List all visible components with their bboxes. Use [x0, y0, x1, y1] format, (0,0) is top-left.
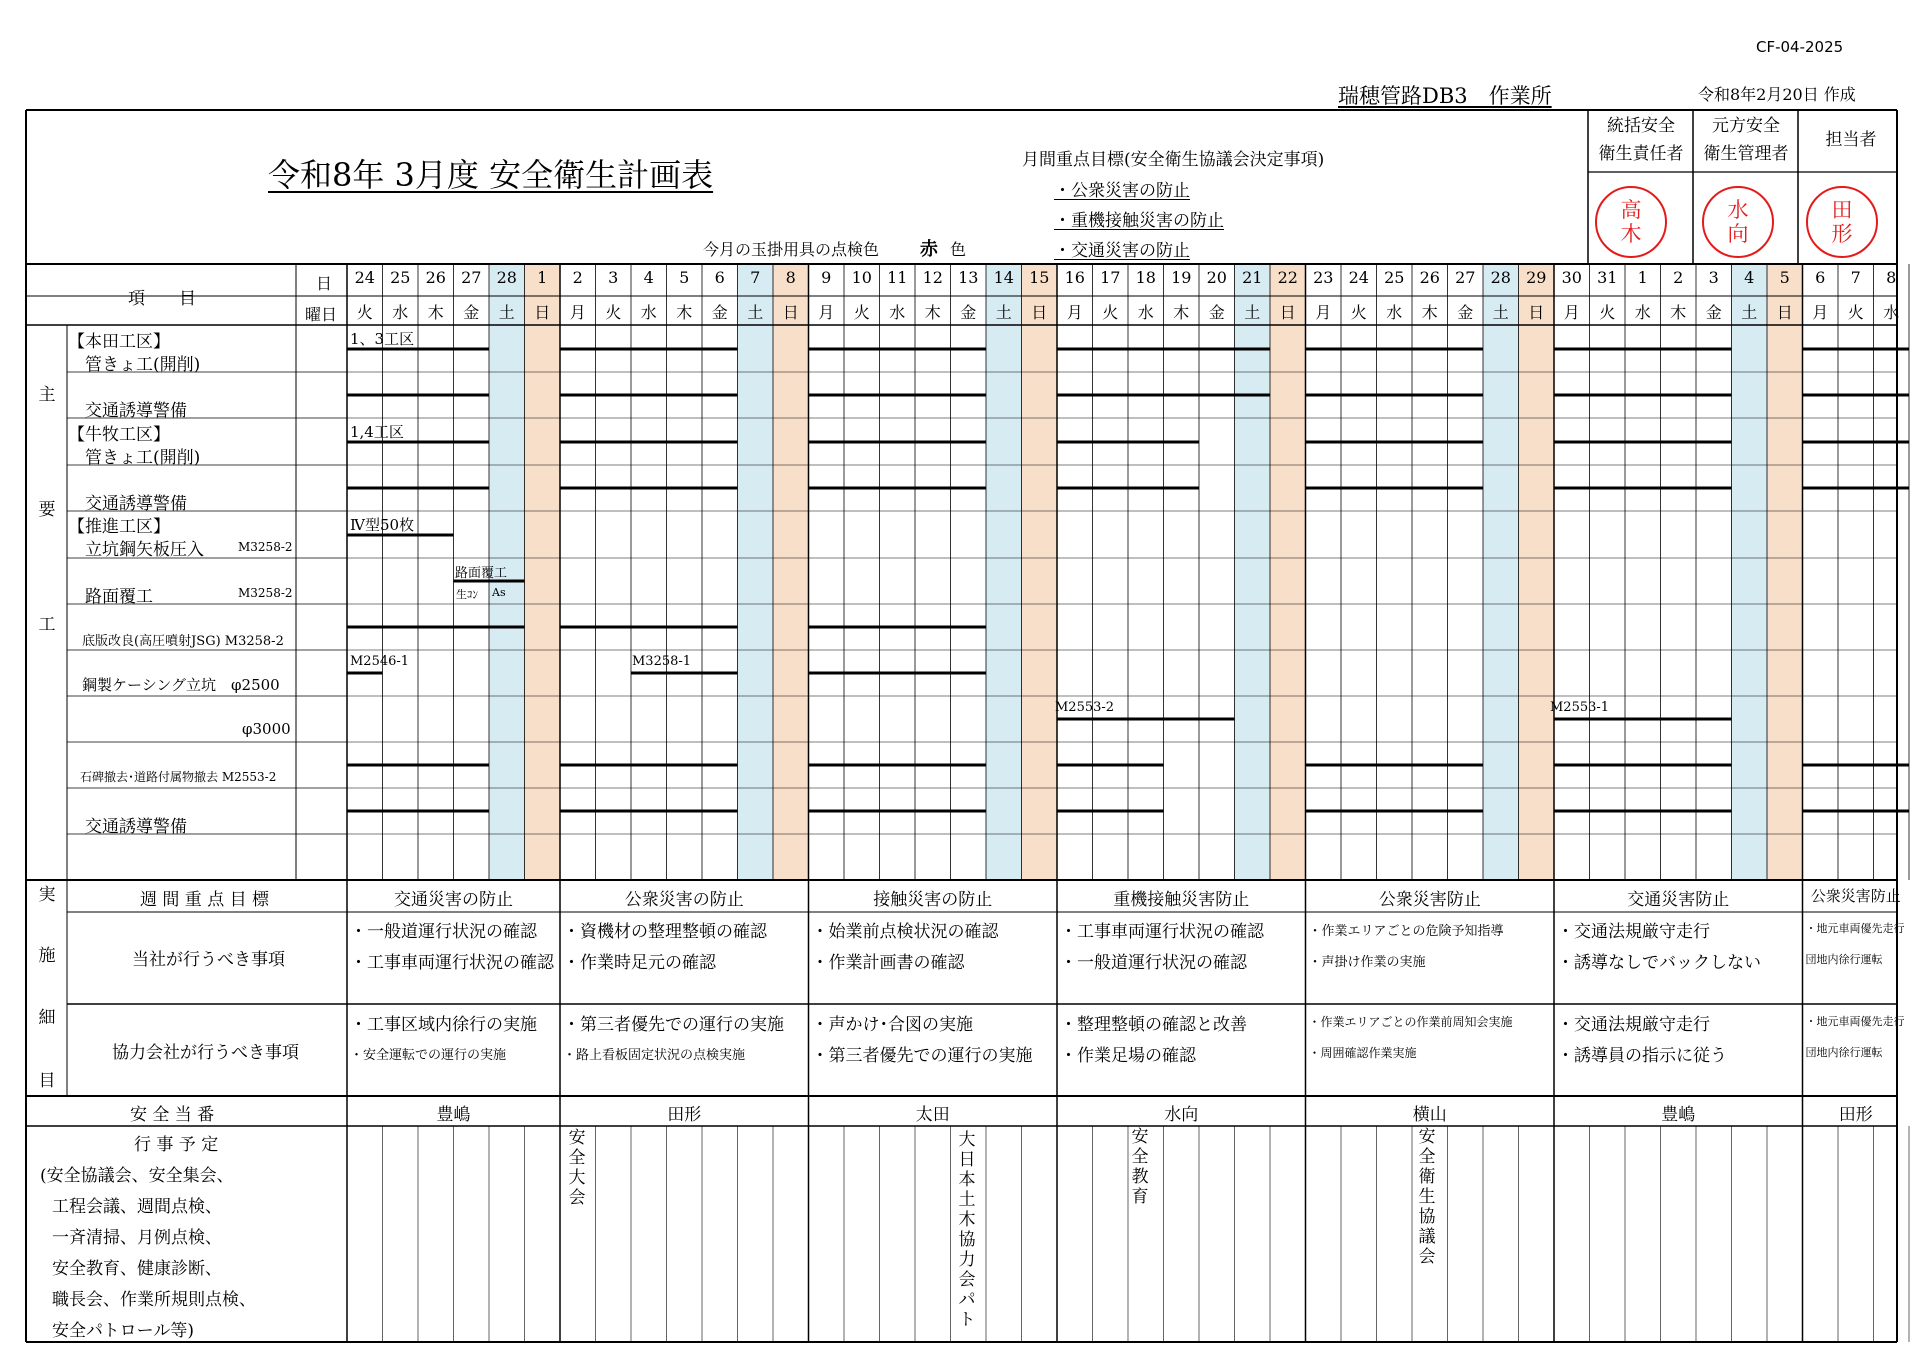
partner-duty-item: ・交通法規厳守走行: [1557, 1015, 1710, 1035]
calendar-weekday: 日: [1031, 303, 1048, 322]
schedule-bar: [1306, 394, 1484, 397]
schedule-bar: [347, 394, 489, 397]
calendar-date: 7: [750, 268, 761, 287]
partner-duty-item: ・安全運転での運行の実施: [350, 1048, 507, 1063]
calendar-weekday: 火: [1350, 303, 1367, 322]
seal-stamp: 高木: [1595, 186, 1667, 258]
calendar-date: 9: [821, 268, 832, 287]
calendar-weekday: 火: [1102, 303, 1119, 322]
goals-heading: 月間重点目標(安全衛生協議会決定事項): [1022, 150, 1325, 170]
partner-duty-item: ・地元車両優先走行: [1805, 1015, 1905, 1028]
calendar-weekday: 月: [1315, 303, 1332, 322]
calendar-weekday: 火: [356, 303, 373, 322]
schedule-bar: [1554, 394, 1732, 397]
schedule-bar: [560, 764, 738, 767]
calendar-date: 12: [922, 268, 943, 287]
schedule-bar: [1554, 718, 1732, 721]
schedule-annotation: 路面覆工: [455, 566, 508, 581]
calendar-weekday: 月: [818, 303, 835, 322]
schedule-annotation: 1,4工区: [350, 423, 404, 441]
own-duty-item: ・始業前点検状況の確認: [811, 922, 999, 942]
section-label-impl: 施: [38, 946, 56, 966]
safety-duty-person: 水向: [1164, 1105, 1199, 1125]
partner-duty-item: ・作業足場の確認: [1060, 1046, 1196, 1066]
column-header-item: 項 目: [128, 289, 196, 309]
calendar-weekday: 土: [747, 303, 764, 322]
own-duty-item: ・声掛け作業の実施: [1308, 955, 1426, 970]
schedule-bar: [1306, 441, 1484, 444]
calendar-weekday: 日: [1279, 303, 1296, 322]
work-item-label: 【牛牧工区】: [68, 425, 170, 445]
schedule-bar: [1306, 810, 1484, 813]
partner-duty-item: 団地内徐行運転: [1805, 1046, 1883, 1059]
schedule-annotation: M3258-1: [632, 654, 692, 669]
calendar-weekday: 金: [1457, 303, 1474, 322]
calendar-date: 27: [1455, 268, 1476, 287]
schedule-bar: [1057, 441, 1199, 444]
schedule-bar: [560, 348, 738, 351]
calendar-date: 21: [1242, 268, 1263, 287]
partner-duty-label: 協力会社が行うべき事項: [112, 1043, 299, 1063]
schedule-bar: [1057, 718, 1235, 721]
work-item-label: 路面覆工: [85, 587, 153, 607]
calendar-date: 3: [608, 268, 619, 287]
work-item-label: 管きょ工(開削): [85, 448, 201, 468]
weekly-goal: 接触災害の防止: [873, 890, 993, 910]
section-label-impl: 細: [38, 1008, 56, 1028]
approval-role: 元方安全 衛生管理者: [1703, 116, 1789, 164]
calendar-date: 8: [785, 268, 796, 287]
calendar-date: 31: [1597, 268, 1618, 287]
calendar-weekday: 木: [1670, 303, 1687, 322]
own-duty-item: ・工事車両運行状況の確認: [350, 953, 554, 973]
calendar-weekday: 月: [1563, 303, 1580, 322]
calendar-date: 25: [1384, 268, 1405, 287]
inspection-label: 今月の玉掛用具の点検色: [703, 240, 880, 259]
calendar-weekday: 月: [1812, 303, 1829, 322]
work-item-label: φ3000: [242, 720, 291, 738]
own-duty-item: ・資機材の整理整頓の確認: [563, 922, 767, 942]
calendar-weekday: 火: [1599, 303, 1616, 322]
calendar-weekday: 水: [1137, 303, 1154, 322]
calendar-weekday: 木: [676, 303, 693, 322]
partner-duty-item: ・作業エリアごとの作業前周知会実施: [1308, 1015, 1513, 1029]
goal-item: ・重機接触災害の防止: [1054, 211, 1224, 231]
calendar-date: 4: [643, 268, 654, 287]
schedule-bar: [809, 394, 987, 397]
calendar-date: 2: [1673, 268, 1684, 287]
section-label-impl: 目: [38, 1071, 56, 1091]
calendar-date: 20: [1206, 268, 1227, 287]
partner-duty-item: ・周囲確認作業実施: [1308, 1046, 1417, 1060]
schedule-bar: [809, 764, 987, 767]
calendar-date: 15: [1029, 268, 1050, 287]
own-duty-item: ・作業時足元の確認: [563, 953, 716, 973]
seal-stamp: 水向: [1702, 186, 1774, 258]
work-item-label: 交通誘導警備: [85, 817, 187, 837]
schedule-bar: [1057, 348, 1270, 351]
schedule-bar: [809, 810, 987, 813]
calendar-date: 22: [1277, 268, 1298, 287]
safety-duty-label: 安 全 当 番: [130, 1105, 215, 1125]
schedule-bar: [560, 626, 738, 629]
calendar-weekday: 金: [711, 303, 728, 322]
partner-duty-item: ・声かけ･合図の実施: [811, 1015, 973, 1035]
schedule-bar: [1803, 764, 1910, 767]
partner-duty-item: ・誘導員の指示に従う: [1557, 1046, 1727, 1066]
calendar-date: 25: [390, 268, 411, 287]
calendar-date: 5: [1779, 268, 1790, 287]
calendar-date: 7: [1850, 268, 1861, 287]
partner-duty-item: ・路上看板固定状況の点検実施: [563, 1048, 746, 1063]
schedule-annotation: Ⅳ型50枚: [350, 516, 415, 534]
events-note: 安全パトロール等): [52, 1321, 194, 1341]
office-name: 瑞穂管路DB3 作業所: [1338, 84, 1552, 108]
document-code: CF-04-2025: [1756, 38, 1844, 56]
schedule-annotation: As: [492, 586, 506, 599]
schedule-bar: [1554, 441, 1732, 444]
schedule-bar: [560, 394, 738, 397]
approval-role: 統括安全 衛生責任者: [1598, 116, 1684, 164]
calendar-weekday: 日: [1528, 303, 1545, 322]
calendar-weekday: 火: [853, 303, 870, 322]
calendar-weekday: 日: [534, 303, 551, 322]
weekly-goal-label: 週 間 重 点 目 標: [140, 890, 270, 910]
calendar-weekday: 金: [463, 303, 480, 322]
own-duty-item: ・作業計画書の確認: [811, 953, 965, 973]
schedule-bar: [347, 764, 489, 767]
calendar-weekday: 土: [1741, 303, 1758, 322]
calendar-date: 23: [1313, 268, 1334, 287]
calendar-date: 3: [1708, 268, 1719, 287]
work-item-label: 鋼製ケーシング立坑 φ2500: [82, 676, 280, 694]
schedule-bar: [347, 626, 525, 629]
calendar-weekday: 水: [1386, 303, 1403, 322]
events-note: (安全協議会、安全集会、: [40, 1166, 234, 1186]
schedule-bar: [1554, 487, 1732, 490]
work-item-label: 立坑鋼矢板圧入: [85, 540, 204, 560]
schedule-bar: [809, 487, 987, 490]
calendar-weekday: 土: [498, 303, 515, 322]
safety-duty-person: 横山: [1412, 1105, 1447, 1125]
event-entry: 安全大会: [568, 1128, 586, 1208]
own-duty-item: ・誘導なしでバックしない: [1557, 953, 1761, 973]
schedule-bar: [809, 626, 987, 629]
schedule-bar: [809, 441, 987, 444]
schedule-bar: [1306, 487, 1484, 490]
calendar-date: 1: [537, 268, 548, 287]
calendar-date: 2: [572, 268, 583, 287]
events-label: 行 事 予 定: [134, 1135, 219, 1155]
safety-duty-person: 豊嶋: [1661, 1105, 1696, 1125]
own-duty-item: ・作業エリアごとの危険予知指導: [1308, 924, 1504, 939]
schedule-annotation: M2546-1: [350, 654, 410, 669]
event-entry: 大日本土木協力会パト: [958, 1130, 976, 1330]
calendar-date: 17: [1100, 268, 1121, 287]
schedule-bar: [1057, 810, 1164, 813]
schedule-bar: [1057, 487, 1199, 490]
section-label-main: 要: [38, 500, 56, 520]
calendar-weekday: 日: [1776, 303, 1793, 322]
inspection-suffix: 色: [950, 240, 967, 259]
own-duty-item: 団地内徐行運転: [1805, 953, 1883, 966]
calendar-date: 30: [1561, 268, 1582, 287]
work-item-label: 管きょ工(開削): [85, 355, 201, 375]
schedule-annotation: M2553-2: [1055, 700, 1115, 715]
safety-duty-person: 田形: [667, 1105, 702, 1125]
calendar-weekday: 土: [995, 303, 1012, 322]
calendar-weekday: 金: [1705, 303, 1722, 322]
work-item-label: 交通誘導警備: [85, 401, 187, 421]
events-note: 安全教育、健康診断、: [52, 1259, 222, 1279]
schedule-annotation: M2553-1: [1550, 700, 1610, 715]
calendar-date: 27: [461, 268, 482, 287]
weekly-goal: 交通災害の防止: [394, 890, 513, 910]
schedule-annotation: 1、3工区: [350, 330, 415, 348]
schedule-bar: [560, 441, 738, 444]
calendar-date: 28: [496, 268, 517, 287]
calendar-weekday: 土: [1492, 303, 1509, 322]
calendar-date: 26: [1419, 268, 1440, 287]
calendar-date: 6: [714, 268, 725, 287]
schedule-bar: [1803, 441, 1910, 444]
work-item-label: 【本田工区】: [68, 332, 170, 352]
partner-duty-item: ・整理整頓の確認と改善: [1060, 1015, 1247, 1035]
schedule-bar: [347, 810, 489, 813]
schedule-bar: [1803, 394, 1910, 397]
schedule-bar: [1306, 764, 1484, 767]
calendar-date: 24: [354, 268, 375, 287]
column-header-weekday: 曜日: [305, 305, 338, 324]
calendar-date: 28: [1490, 268, 1511, 287]
calendar-weekday: 水: [1634, 303, 1651, 322]
calendar-weekday: 火: [1847, 303, 1864, 322]
inspection-color: 赤: [920, 239, 938, 260]
calendar-date: 8: [1886, 268, 1897, 287]
calendar-weekday: 水: [889, 303, 906, 322]
weekly-goal: 公衆災害の防止: [624, 890, 744, 910]
calendar-date: 14: [993, 268, 1014, 287]
weekly-goal: 公衆災害防止: [1810, 887, 1901, 905]
column-header-date: 日: [316, 274, 333, 293]
calendar-weekday: 火: [605, 303, 622, 322]
work-item-label: 石碑撤去･道路付属物撤去 M2553-2: [80, 770, 277, 784]
calendar-date: 29: [1526, 268, 1547, 287]
calendar-date: 16: [1064, 268, 1085, 287]
schedule-bar: [1554, 810, 1732, 813]
own-duty-item: ・工事車両運行状況の確認: [1060, 922, 1264, 942]
own-duty-item: ・地元車両優先走行: [1805, 922, 1905, 935]
calendar-date: 24: [1348, 268, 1369, 287]
schedule-bar: [1057, 394, 1270, 397]
goal-item: ・交通災害の防止: [1054, 241, 1190, 261]
work-item-label: 交通誘導警備: [85, 494, 187, 514]
schedule-bar: [1057, 764, 1164, 767]
schedule-bar: [1554, 764, 1732, 767]
calendar-weekday: 木: [427, 303, 444, 322]
section-label-main: 主: [38, 385, 56, 405]
schedule-bar: [1803, 348, 1910, 351]
weekly-goal: 交通災害防止: [1627, 890, 1730, 910]
work-item-label: 底版改良(高圧噴射JSG) M3258-2: [82, 634, 284, 649]
calendar-weekday: 月: [569, 303, 586, 322]
calendar-weekday: 水: [640, 303, 657, 322]
calendar-date: 4: [1744, 268, 1755, 287]
schedule-bar: [1306, 348, 1484, 351]
calendar-date: 10: [851, 268, 872, 287]
calendar-weekday: 水: [1883, 303, 1900, 322]
event-entry: 安全衛生協議会: [1418, 1127, 1436, 1267]
calendar-weekday: 木: [1173, 303, 1190, 322]
own-duty-item: ・一般道運行状況の確認: [1060, 953, 1247, 973]
schedule-bar: [560, 810, 738, 813]
work-item-code: M3258-2: [238, 586, 293, 600]
section-label-main: 工: [38, 615, 56, 635]
events-note: 工程会議、週間点検、: [52, 1197, 222, 1217]
own-duty-item: ・一般道運行状況の確認: [350, 922, 537, 942]
schedule-bar: [347, 487, 489, 490]
calendar-date: 18: [1135, 268, 1156, 287]
safety-duty-person: 豊嶋: [436, 1105, 471, 1125]
calendar-weekday: 木: [1421, 303, 1438, 322]
own-duty-item: ・交通法規厳守走行: [1557, 922, 1710, 942]
seal-stamp: 田形: [1806, 186, 1878, 258]
calendar-date: 6: [1815, 268, 1826, 287]
safety-duty-person: 田形: [1838, 1105, 1873, 1125]
calendar-date: 13: [958, 268, 979, 287]
schedule-annotation: 生ｺﾝ: [456, 588, 478, 601]
partner-duty-item: ・工事区域内徐行の実施: [350, 1015, 537, 1035]
safety-duty-person: 太田: [915, 1105, 950, 1125]
events-note: 職長会、作業所規則点検、: [52, 1290, 256, 1310]
schedule-bar: [560, 487, 738, 490]
calendar-date: 19: [1171, 268, 1192, 287]
schedule-bar: [1803, 487, 1910, 490]
calendar-weekday: 木: [924, 303, 941, 322]
schedule-bar: [809, 348, 987, 351]
schedule-bar: [631, 672, 738, 675]
calendar-weekday: 金: [1208, 303, 1225, 322]
weekly-goal: 公衆災害防止: [1378, 890, 1481, 910]
own-duty-label: 当社が行うべき事項: [132, 950, 285, 970]
calendar-weekday: 金: [960, 303, 977, 322]
calendar-date: 5: [679, 268, 690, 287]
calendar-date: 11: [887, 268, 908, 287]
schedule-bar: [809, 672, 987, 675]
event-entry: 安全教育: [1131, 1127, 1149, 1207]
partner-duty-item: ・第三者優先での運行の実施: [563, 1015, 784, 1035]
calendar-weekday: 水: [392, 303, 409, 322]
approval-role: 担当者: [1825, 130, 1877, 150]
calendar-date: 1: [1637, 268, 1648, 287]
calendar-weekday: 土: [1244, 303, 1261, 322]
partner-duty-item: ・第三者優先での運行の実施: [811, 1046, 1033, 1066]
created-date: 令和8年2月20日 作成: [1698, 85, 1856, 104]
calendar-weekday: 月: [1066, 303, 1083, 322]
calendar-weekday: 日: [782, 303, 799, 322]
calendar-date: 26: [425, 268, 446, 287]
schedule-bar: [347, 672, 383, 675]
section-label-impl: 実: [38, 885, 56, 905]
page-title: 令和8年 3月度 安全衛生計画表: [268, 156, 714, 194]
weekly-goal: 重機接触災害防止: [1113, 890, 1250, 910]
work-item-label: 【推進工区】: [68, 517, 170, 537]
goal-item: ・公衆災害の防止: [1054, 181, 1190, 201]
schedule-bar: [1554, 348, 1732, 351]
work-item-code: M3258-2: [238, 540, 293, 554]
schedule-bar: [1803, 810, 1910, 813]
events-note: 一斉清掃、月例点検、: [52, 1228, 222, 1248]
